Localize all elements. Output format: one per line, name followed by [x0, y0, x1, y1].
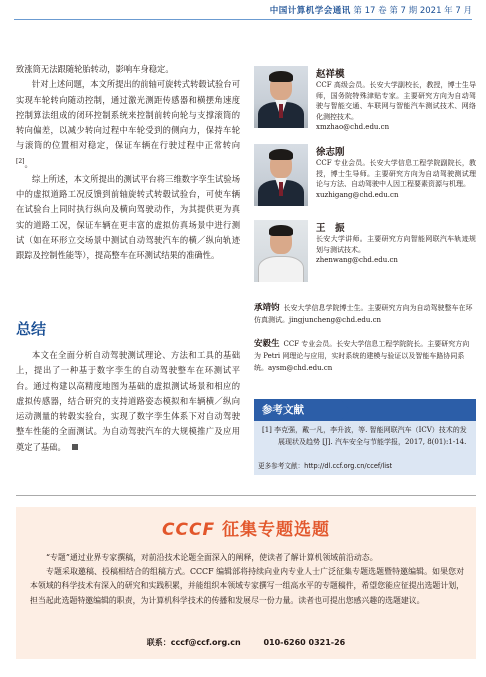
references-box [254, 399, 476, 475]
page-header [270, 4, 472, 16]
section-title-summary: 总结 [16, 320, 47, 338]
author-portrait-icon [254, 220, 308, 282]
minor-author [254, 338, 476, 374]
author-email[interactable]: xmzhao@chd.edu.cn [316, 123, 390, 132]
end-mark-icon [72, 444, 78, 450]
minor-author-bio: 长安大学信息学院博士生。主要研究方向为自动驾驶整车在环仿真测试。jingjuncheng@chd.edu.cn [254, 304, 473, 324]
contact-phone: 010-6260 0321-26 [263, 638, 346, 647]
citation-mark: [2] [16, 157, 25, 165]
header-rule [14, 19, 472, 20]
summary-text: 本文在全面分析自动驾驶测试理论、方法和工具的基础上，提出了一种基于数字孪生的自动驾驶整车在环测试平台。通过构建以高精度地图为基础的虚拟测试场景和相应的虚拟传感器，结合研究的支持道路姿态模拟和车辆横／纵向运动测量的转毂实验台，实现了数字孪生体系下对自动驾驶整车性能的全面测试。为自动驾驶汽车的大规模推广及应用奠定了基础。 [16, 350, 240, 452]
author-name: 王 振 [316, 223, 345, 234]
author-portrait-icon [254, 66, 308, 128]
author-email[interactable]: zhenwang@chd.edu.cn [316, 256, 398, 265]
reference-item: [1] 李克强，戴一凡，李升波，等. 智能网联汽车（ICV）技术的发展现状及趋势 [J]. 汽车安全与节能学报，2017, 8(01):1-14. [262, 426, 467, 446]
section-divider [16, 495, 476, 496]
author-bio: 长安大学讲师。主要研究方向智能网联汽车轨迹规划与测试技术。 zhenwang@chd.edu.cn [316, 235, 476, 265]
author-bio: CCF 高级会员。长安大学副校长，教授，博士生导师，国务院特殊津贴专家。主要研究方向为自动驾驶与智能交通、车联网与智能汽车测试技术、网络化测控技术。 xmzhao@chd.edu.cn [316, 81, 476, 132]
topic-contact [16, 637, 476, 648]
body-paragraph: 综上所述，本文所提出的测试平台将三维数字孪生试验场中的虚拟道路工况反馈到前轴旋转式转毂试验台，可使车辆在试验台上同时执行纵向及横向驾驶动作，为其提供更为真实的道路工况，保证车辆在更丰富的虚拟仿真场景中进行测试（如在环形立交场景中测试自动驾驶汽车的横／纵向轨迹跟踪及控制性能等），提高整车在环测试结果的准确性。 [16, 173, 240, 261]
references-title: 参考文献 [254, 399, 476, 421]
minor-author-bio: CCF 专业会员。长安大学信息工程学院院长。主要研究方向为 Petri 网理论与应用，实时系统的建模与验证以及智能车路协同系统。aysm@chd.edu.cn [254, 340, 470, 372]
topic-paragraph: “专题”通过业界专家撰稿，对前沿技术论题全面深入的阐释，使读者了解计算机领域前沿动态。 [46, 553, 378, 562]
minor-author [254, 302, 476, 326]
author-portrait-icon [254, 144, 308, 206]
author-bio: CCF 专业会员。长安大学信息工程学院副院长，教授，博士生导师。主要研究方向为自动驾驶测试理论与方法、自动驾驶中人因工程要素资源与机理。 xuzhigang@chd.edu.cn [316, 159, 476, 199]
magazine-title: 中国计算机学会通讯 [269, 6, 351, 16]
author-name: 徐志刚 [316, 147, 345, 158]
author-email[interactable]: xuzhigang@chd.edu.cn [316, 190, 399, 199]
contact-email[interactable]: 联系：cccf@ccf.org.cn [146, 638, 241, 647]
call-for-topics-box [16, 507, 476, 659]
call-for-topics-body [30, 551, 464, 608]
issue-info: 第 17 卷 第 7 期 2021 年 7 月 [353, 6, 472, 16]
minor-author-name: 承靖钧 [254, 303, 280, 313]
body-paragraph: 致涨筒无法跟随轮胎转动，影响车身稳定。 [16, 64, 174, 74]
body-text-left [16, 62, 240, 264]
author-name: 赵祥模 [316, 69, 345, 80]
body-paragraph: 针对上述问题，本文所提出的前轴可旋转式转毂试验台可实现车轮转向随动控制，通过激光测距传感器和横摆角速度控制算法组成的闭环控制系统来控制前转向轮与支撑滚筒的转向偏差，以减少转向过程中车轮受到的侧向力，保持车轮与滚筒的位置相对稳定，保证车辆在行驶过程中正常转向[2]。 [16, 79, 240, 169]
call-for-topics-title: CCCF 征集专题选题 [162, 520, 330, 540]
references-more-link[interactable]: 更多参考文献：http://dl.ccf.org.cn/ccef/list [258, 462, 393, 470]
topic-paragraph: 专题采取邀稿、投稿相结合的组稿方式。CCCF 编辑部将持续向业内专业人士广泛征集专题选题暨特邀编辑。如果您对本领域的科学技术有深入的研究和实践积累，并能组织本领域专家撰写一组高水平的专题稿件，希望您能应征提出选题计划，担当起此选题特邀编辑的职责，为计算机科学技术的传播和发展尽一份力量。读者也可提出您感兴趣的选题建议。 [30, 567, 464, 605]
minor-author-name: 安毅生 [254, 339, 280, 349]
